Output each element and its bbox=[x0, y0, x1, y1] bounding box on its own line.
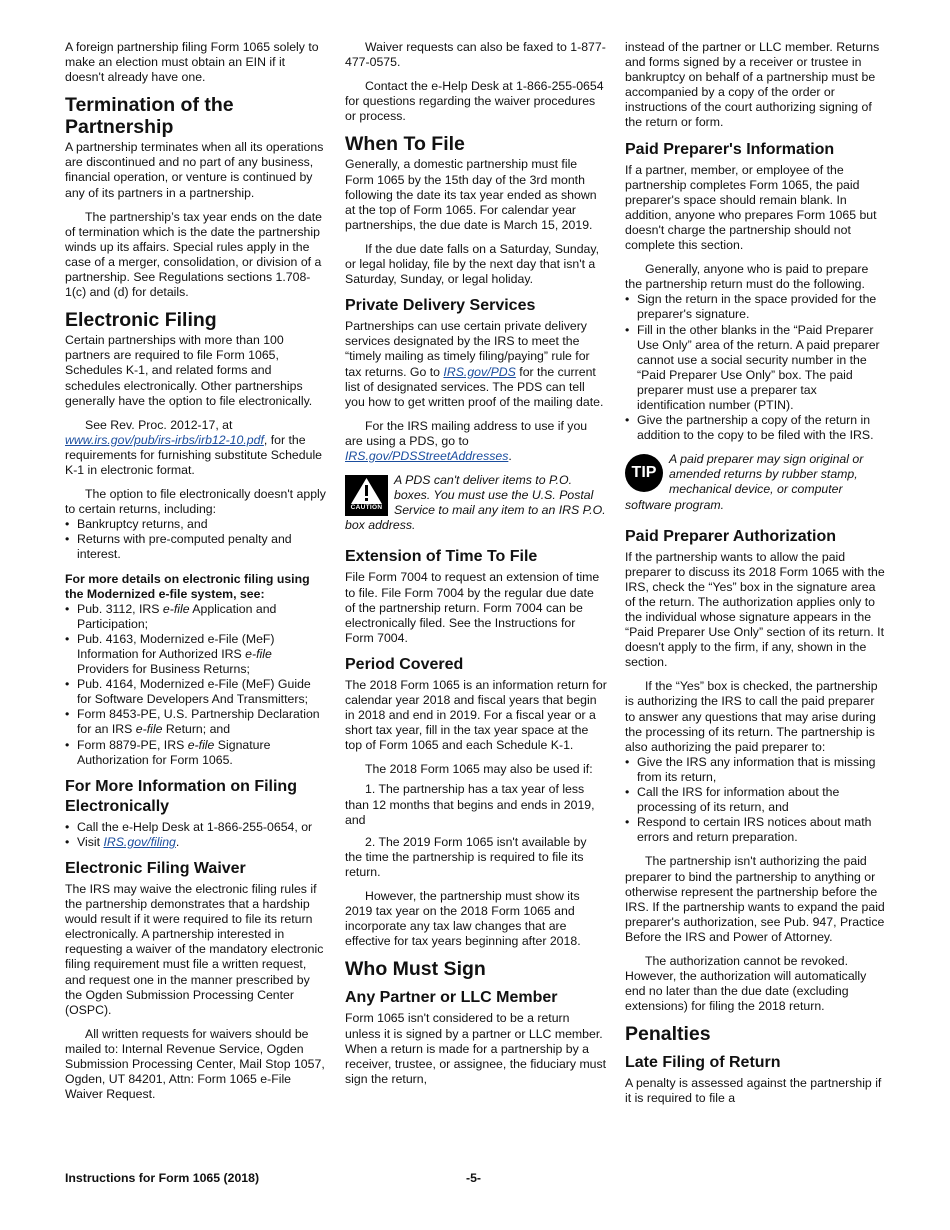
waiver-paragraph-2: All written requests for waivers should be mailed to: Internal Revenue Service, Ogden Submission Processing Center, Mail Stop 1057, Ogden, UT 84201, Attn: Form 1065 e-File Waiver Request. bbox=[65, 1026, 325, 1102]
list-item: • Returns with pre-computed penalty and interest. bbox=[65, 532, 327, 562]
auth-paragraph-3: The partnership isn't authorizing the paid preparer to bind the partnership to anything or otherwise represent the partnership before the IRS. If the partnership wants to expand the paid preparer's authorization, see Pub. 947, Practice Before the IRS and Power of Attorney. bbox=[625, 854, 885, 944]
footer-title: Instructions for Form 1065 (2018) bbox=[65, 1171, 260, 1185]
when-to-file-heading: When To File bbox=[345, 133, 465, 156]
late-filing-paragraph: A penalty is assessed against the partnership if it is required to file a bbox=[625, 1076, 882, 1106]
pds-paragraph-1: Partnerships can use certain private delivery services designated by the IRS to meet the “timely mailing as timely filing/paying” rule for tax returns. Go to IRS.gov/PDS for the current list of designated services. The PDS can tell you how to get written proof of the mailing date. bbox=[345, 319, 604, 409]
termination-paragraph-2: The partnership’s tax year ends on the date of termination which is the date the partnership winds up its affairs. Special rules apply in the case of a merger, consolidation, or division of a partnership. See Regulations sections 1.708-1(c) and (d) for details. bbox=[65, 209, 322, 300]
tip-text: A paid preparer may sign original or amended returns by rubber stamp, mechanical device, or computer software program. bbox=[625, 452, 864, 512]
tip-icon: TIP bbox=[625, 454, 663, 492]
efiling-paragraph-3: The option to file electronically doesn't apply to certain returns, including: bbox=[65, 487, 326, 517]
any-partner-heading: Any Partner or LLC Member bbox=[345, 989, 558, 1007]
waiver-heading: Electronic Filing Waiver bbox=[65, 859, 246, 877]
list-item: • Give the IRS any information that is missing from its return, bbox=[625, 755, 887, 785]
pds-paragraph-2: For the IRS mailing address to use if you are using a PDS, go to IRS.gov/PDSStreetAddresses. bbox=[345, 418, 588, 463]
termination-heading: Termination of the Partnership bbox=[65, 94, 234, 139]
paid-preparer-info-heading: Paid Preparer's Information bbox=[625, 140, 835, 158]
list-item: • Sign the return in the space provided for the preparer's signature. bbox=[625, 292, 887, 322]
when-paragraph-1: Generally, a domestic partnership must file Form 1065 by the 15th day of the 3rd month following the date its tax year ended as shown at the top of Form 1065. For calendar year partnerships, the due date is March 15, 2019. bbox=[345, 157, 597, 232]
list-item: • Call the e-Help Desk at 1-866-255-0654, or bbox=[65, 820, 327, 835]
caution-note bbox=[345, 473, 607, 533]
intro-paragraph: A foreign partnership filing Form 1065 solely to make an election must obtain an EIN if it doesn't already have one. bbox=[65, 40, 319, 85]
more-info-heading: For More Information on Filing Electronically bbox=[65, 777, 297, 815]
more-info-list bbox=[65, 820, 327, 850]
list-item: • Bankruptcy returns, and bbox=[65, 517, 327, 532]
auth-paragraph-4: The authorization cannot be revoked. However, the authorization will automatically end no later than the due date (excluding extensions) for filing the 2018 return. bbox=[625, 953, 867, 1014]
when-paragraph-2: If the due date falls on a Saturday, Sunday, or legal holiday, file by the next day that isn't a Saturday, Sunday, or legal holiday. bbox=[345, 241, 600, 287]
list-item: • Call the IRS for information about the processing of its return, and bbox=[625, 785, 887, 815]
details-bold-heading: For more details on electronic filing using the Modernized e-file system, see: bbox=[65, 571, 310, 601]
period-paragraph-3: However, the partnership must show its 2019 tax year on the 2018 Form 1065 and incorporate any tax law changes that are effective for tax years beginning after 2018. bbox=[345, 889, 581, 949]
preparer-duties-list bbox=[625, 292, 887, 443]
irs-filing-link[interactable]: IRS.gov/filing bbox=[103, 834, 176, 849]
pds-heading: Private Delivery Services bbox=[345, 297, 536, 315]
efile-publications-list bbox=[65, 602, 327, 768]
period-paragraph-1: The 2018 Form 1065 is an information return for calendar year 2018 and fiscal years that begin in 2018 and end in 2019. For a fiscal year or a short tax year, fill in the tax year space at the top of Form 1065 and each Schedule K-1. bbox=[345, 677, 607, 753]
penalties-heading: Penalties bbox=[625, 1023, 711, 1046]
termination-paragraph-1: A partnership terminates when all its operations are discontinued and no part of any business, financial operation, or venture is continued by any of its partners in a partnership. bbox=[65, 140, 324, 200]
list-item: • Pub. 4164, Modernized e-File (MeF) Guide for Software Developers And Transmitters; bbox=[65, 677, 327, 707]
extension-heading: Extension of Time To File bbox=[345, 548, 538, 566]
pds-street-addresses-link[interactable]: IRS.gov/PDSStreetAddresses bbox=[345, 448, 509, 463]
contact-paragraph: Contact the e-Help Desk at 1-866-255-0654 for questions regarding the waiver procedures or process. bbox=[345, 79, 604, 124]
list-item: • Respond to certain IRS notices about math errors and return preparation. bbox=[625, 815, 887, 845]
column-3 bbox=[625, 40, 887, 1116]
paid-preparer-authorization-heading: Paid Preparer Authorization bbox=[625, 527, 836, 545]
efiling-exceptions-list bbox=[65, 517, 327, 562]
list-item: • Visit IRS.gov/filing. bbox=[65, 835, 327, 850]
list-item: • Fill in the other blanks in the “Paid Preparer Use Only” area of the return. A paid preparer cannot use a social security number in the “Paid Preparer Use Only” box. The paid preparer must use a preparer tax identification number (PTIN). bbox=[625, 323, 887, 414]
irs-pds-link[interactable]: IRS.gov/PDS bbox=[443, 364, 516, 379]
caution-text: A PDS can't deliver items to P.O. boxes. You must use the U.S. Postal Service to mail any item to an IRS P.O. box address. bbox=[345, 473, 606, 533]
list-item: 1. The partnership has a tax year of less than 12 months that begins and ends in 2019, and bbox=[345, 782, 595, 827]
list-item: 2. The 2019 Form 1065 isn't available by the time the partnership is required to file its return. bbox=[345, 834, 587, 879]
auth-permissions-list bbox=[625, 755, 887, 846]
any-partner-paragraph: Form 1065 isn't considered to be a return unless it is signed by a partner or LLC member. When a return is made for a partnership by a receiver, trustee, or assignee, the fiduciary must sign the return, bbox=[345, 1011, 607, 1086]
auth-paragraph-2: If the “Yes” box is checked, the partnership is authorizing the IRS to call the paid preparer to answer any questions that may arise during the processing of its return. The partnership is also authorizing the paid preparer to: bbox=[625, 679, 878, 754]
list-item: • Give the partnership a copy of the return in addition to the copy to be filed with the IRS. bbox=[625, 413, 887, 443]
page-number: -5- bbox=[466, 1171, 482, 1185]
period-paragraph-2: The 2018 Form 1065 may also be used if: bbox=[365, 762, 593, 777]
caution-icon: CAUTION bbox=[345, 475, 388, 516]
who-must-sign-heading: Who Must Sign bbox=[345, 958, 486, 981]
electronic-filing-heading: Electronic Filing bbox=[65, 309, 217, 332]
continued-paragraph: instead of the partner or LLC member. Returns and forms signed by a receiver or trustee in bankruptcy on behalf of a partnership must be accompanied by a copy of the order or instructions of the court authorizing signing of the return or form. bbox=[625, 40, 880, 130]
preparer-paragraph-1: If a partner, member, or employee of the partnership completes Form 1065, the paid preparer's space should remain blank. In addition, anyone who prepares Form 1065 but doesn't charge the partnership should not complete this section. bbox=[625, 162, 877, 253]
irb-pdf-link[interactable]: www.irs.gov/pub/irs-irbs/irb12-10.pdf bbox=[65, 432, 264, 447]
extension-paragraph: File Form 7004 to request an extension of time to file. File Form 7004 by the regular due date of the partnership return. Form 7004 can be electronically filed. See the Instructions for Form 7004. bbox=[345, 570, 600, 645]
column-1 bbox=[65, 40, 327, 1111]
list-item: • Form 8879-PE, IRS e-file Signature Authorization for Form 1065. bbox=[65, 738, 327, 768]
fax-paragraph: Waiver requests can also be faxed to 1-877-477-0575. bbox=[345, 40, 606, 70]
waiver-paragraph-1: The IRS may waive the electronic filing rules if the partnership demonstrates that a hardship would result if it were required to file its return electronically. A partnership interested in requesting a waiver of the mandatory electronic filing requirement must file a written request, and request one in the manner prescribed by the Ogden Submission Processing Center (OSPC). bbox=[65, 881, 324, 1017]
late-filing-heading: Late Filing of Return bbox=[625, 1054, 781, 1072]
column-2 bbox=[345, 40, 607, 1096]
preparer-paragraph-2: Generally, anyone who is paid to prepare the partnership return must do the following. bbox=[625, 262, 869, 292]
list-item: • Pub. 3112, IRS e-file Application and Participation; bbox=[65, 602, 327, 632]
auth-paragraph-1: If the partnership wants to allow the paid preparer to discuss its 2018 Form 1065 with the IRS, check the “Yes” box in the signature area of the return. The authorization applies only to the individual whose signature appears in the “Paid Preparer Use Only” section of its return. It doesn't apply to the firm, if any, shown in the section. bbox=[625, 549, 885, 670]
list-item: • Form 8453-PE, U.S. Partnership Declaration for an IRS e-file Return; and bbox=[65, 707, 327, 737]
tip-note bbox=[625, 452, 887, 512]
efiling-paragraph-1: Certain partnerships with more than 100 partners are required to file Form 1065, Schedules K-1, and related forms and schedules electronically. Other partnerships generally have the option to file electronically. bbox=[65, 333, 313, 408]
period-covered-heading: Period Covered bbox=[345, 655, 464, 673]
list-item: • Pub. 4163, Modernized e-File (MeF) Information for Authorized IRS e-file Providers for Business Returns; bbox=[65, 632, 327, 677]
efiling-paragraph-2: See Rev. Proc. 2012-17, at www.irs.gov/pub/irs-irbs/irb12-10.pdf, for the requirements for furnishing substitute Schedule K-1 in electronic format. bbox=[65, 417, 323, 477]
